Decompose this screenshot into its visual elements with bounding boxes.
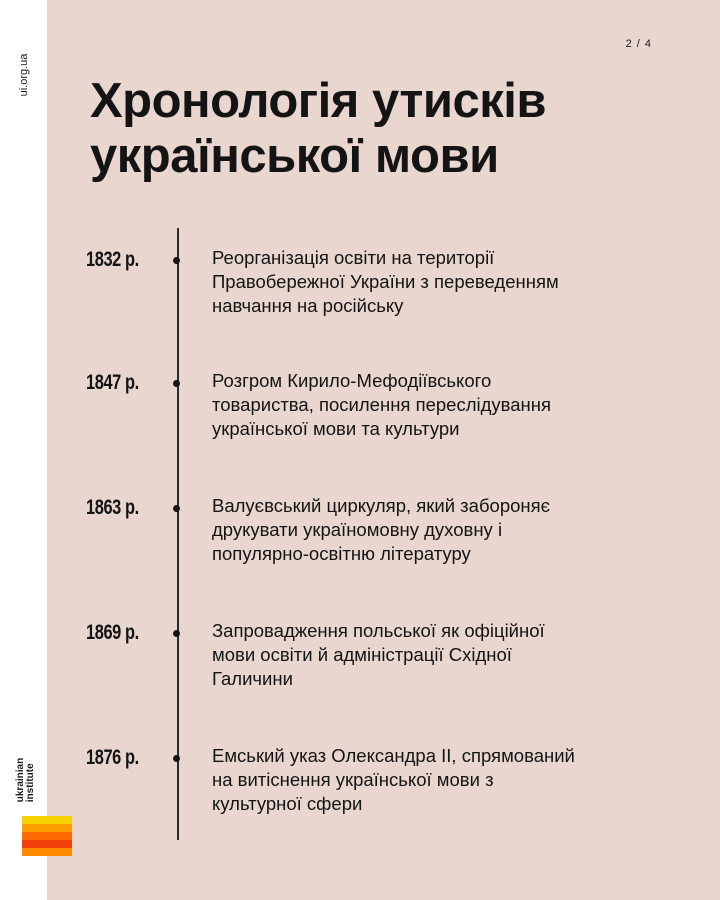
timeline-dot-icon <box>173 630 180 637</box>
event-description-line: товариства, посилення переслідування <box>212 394 552 415</box>
page-title-line-2: української мови <box>90 129 499 183</box>
logo-stripe <box>22 848 72 856</box>
event-year: 1869 р. <box>86 621 139 644</box>
sidebar <box>0 0 47 900</box>
event-description-line: Правобережної України з переведенням <box>212 271 559 292</box>
brand-name-line-2: institute <box>25 763 36 803</box>
event-year: 1863 р. <box>86 496 139 519</box>
timeline-dot-icon <box>173 257 180 264</box>
event-description-line: навчання на російську <box>212 295 404 316</box>
page-title <box>90 74 690 184</box>
event-description-line: культурної сфери <box>212 793 363 814</box>
logo-stripe <box>22 816 72 824</box>
page-title-line-1: Хронологія утисків <box>90 74 546 128</box>
event-description <box>212 494 652 566</box>
timeline-dot-icon <box>173 755 180 762</box>
ukrainian-institute-logo-icon <box>22 816 72 856</box>
event-description-line: Реорганізація освіти на території <box>212 247 495 268</box>
page-number: 2 / 4 <box>625 38 652 50</box>
event-description <box>212 619 652 691</box>
event-description <box>212 246 652 318</box>
brand-name-line-1: ukrainian <box>15 757 26 803</box>
logo-stripe <box>22 824 72 832</box>
event-year: 1847 р. <box>86 371 139 394</box>
event-description-line: Розгром Кирило-Мефодіївського <box>212 370 492 391</box>
logo-stripe <box>22 840 72 848</box>
event-description-line: популярно-освітню літературу <box>212 543 471 564</box>
event-description-line: на витіснення української мови з <box>212 769 494 790</box>
event-description-line: Запровадження польської як офіційної <box>212 620 545 641</box>
site-url[interactable]: ui.org.ua <box>18 53 30 97</box>
event-description-line: Валуєвський циркуляр, який забороняє <box>212 495 551 516</box>
event-year: 1832 р. <box>86 248 139 271</box>
event-description <box>212 744 652 816</box>
event-description-line: друкувати україномовну духовну і <box>212 519 503 540</box>
timeline-dot-icon <box>173 380 180 387</box>
timeline-axis <box>177 228 179 840</box>
event-description-line: Галичини <box>212 668 293 689</box>
event-description-line: Емський указ Олександра ІІ, спрямований <box>212 745 575 766</box>
brand-name <box>16 758 36 802</box>
logo-stripe <box>22 832 72 840</box>
event-year: 1876 р. <box>86 746 139 769</box>
event-description <box>212 369 652 441</box>
event-description-line: мови освіти й адміністрації Східної <box>212 644 512 665</box>
timeline-dot-icon <box>173 505 180 512</box>
event-description-line: української мови та культури <box>212 418 460 439</box>
